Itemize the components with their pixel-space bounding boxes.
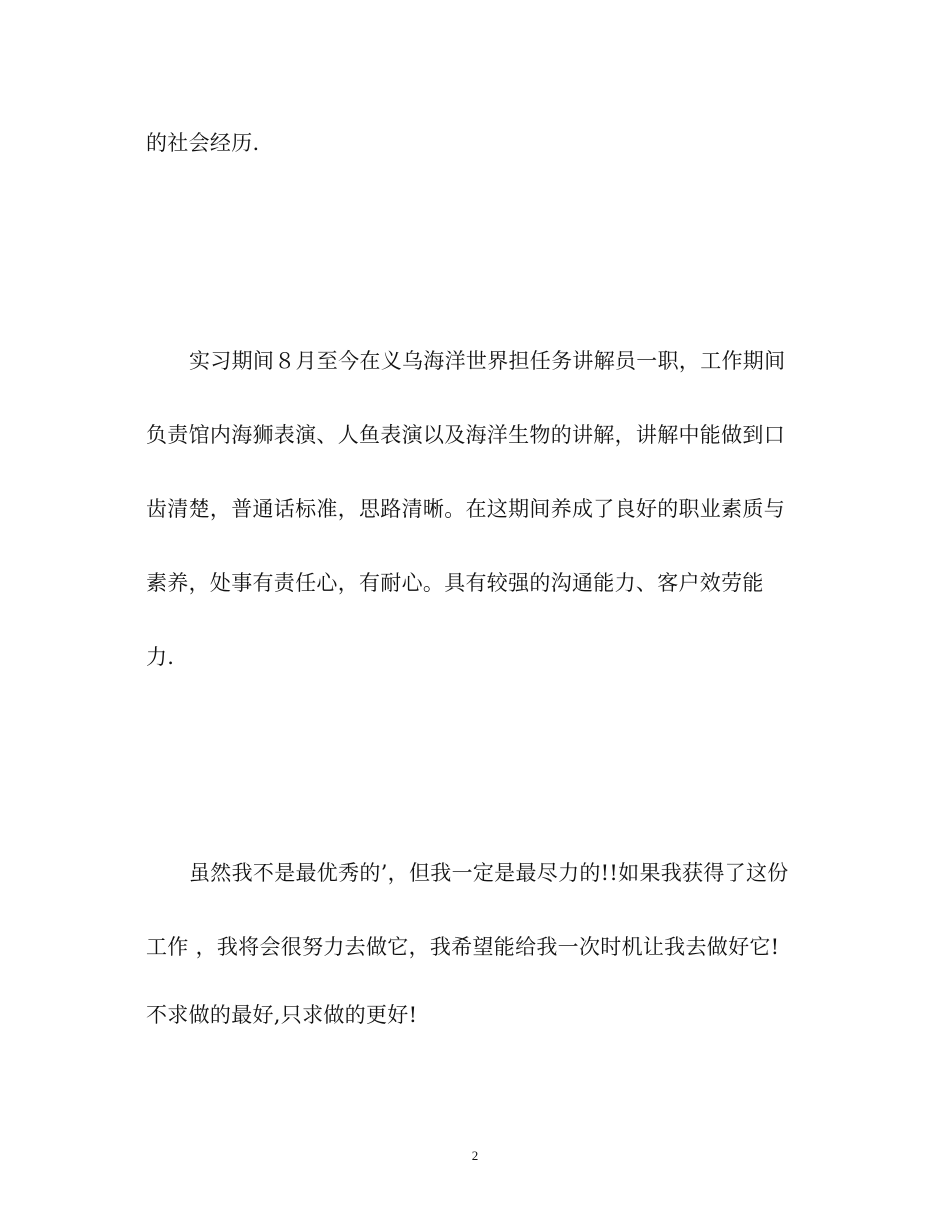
paragraph-line: 实习期间８月至今在义乌海洋世界担任务讲解员一职，工作期间 (189, 349, 786, 373)
paragraph-line: 齿清楚，普通话标准，思路清晰。在这期间养成了良好的职业素质与 (146, 497, 785, 521)
text-line: 的社会经历. (146, 131, 260, 155)
page-number: 2 (471, 1148, 479, 1163)
paragraph-line: 工作 ，我将会很努力去做它，我希望能给我一次时机让我去做好它! (146, 935, 780, 959)
paragraph-line: 素养，处事有责任心，有耐心。具有较强的沟通能力、客户效劳能 (146, 571, 764, 595)
paragraph-line: 不求做的最好,只求做的更好! (146, 1003, 418, 1027)
paragraph-line: 力. (146, 645, 175, 669)
paragraph-line: 负责馆内海狮表演、人鱼表演以及海洋生物的讲解，讲解中能做到口 (146, 423, 785, 447)
paragraph-line: 虽然我不是最优秀的’，但我一定是最尽力的!!如果我获得了这份 (189, 861, 789, 885)
